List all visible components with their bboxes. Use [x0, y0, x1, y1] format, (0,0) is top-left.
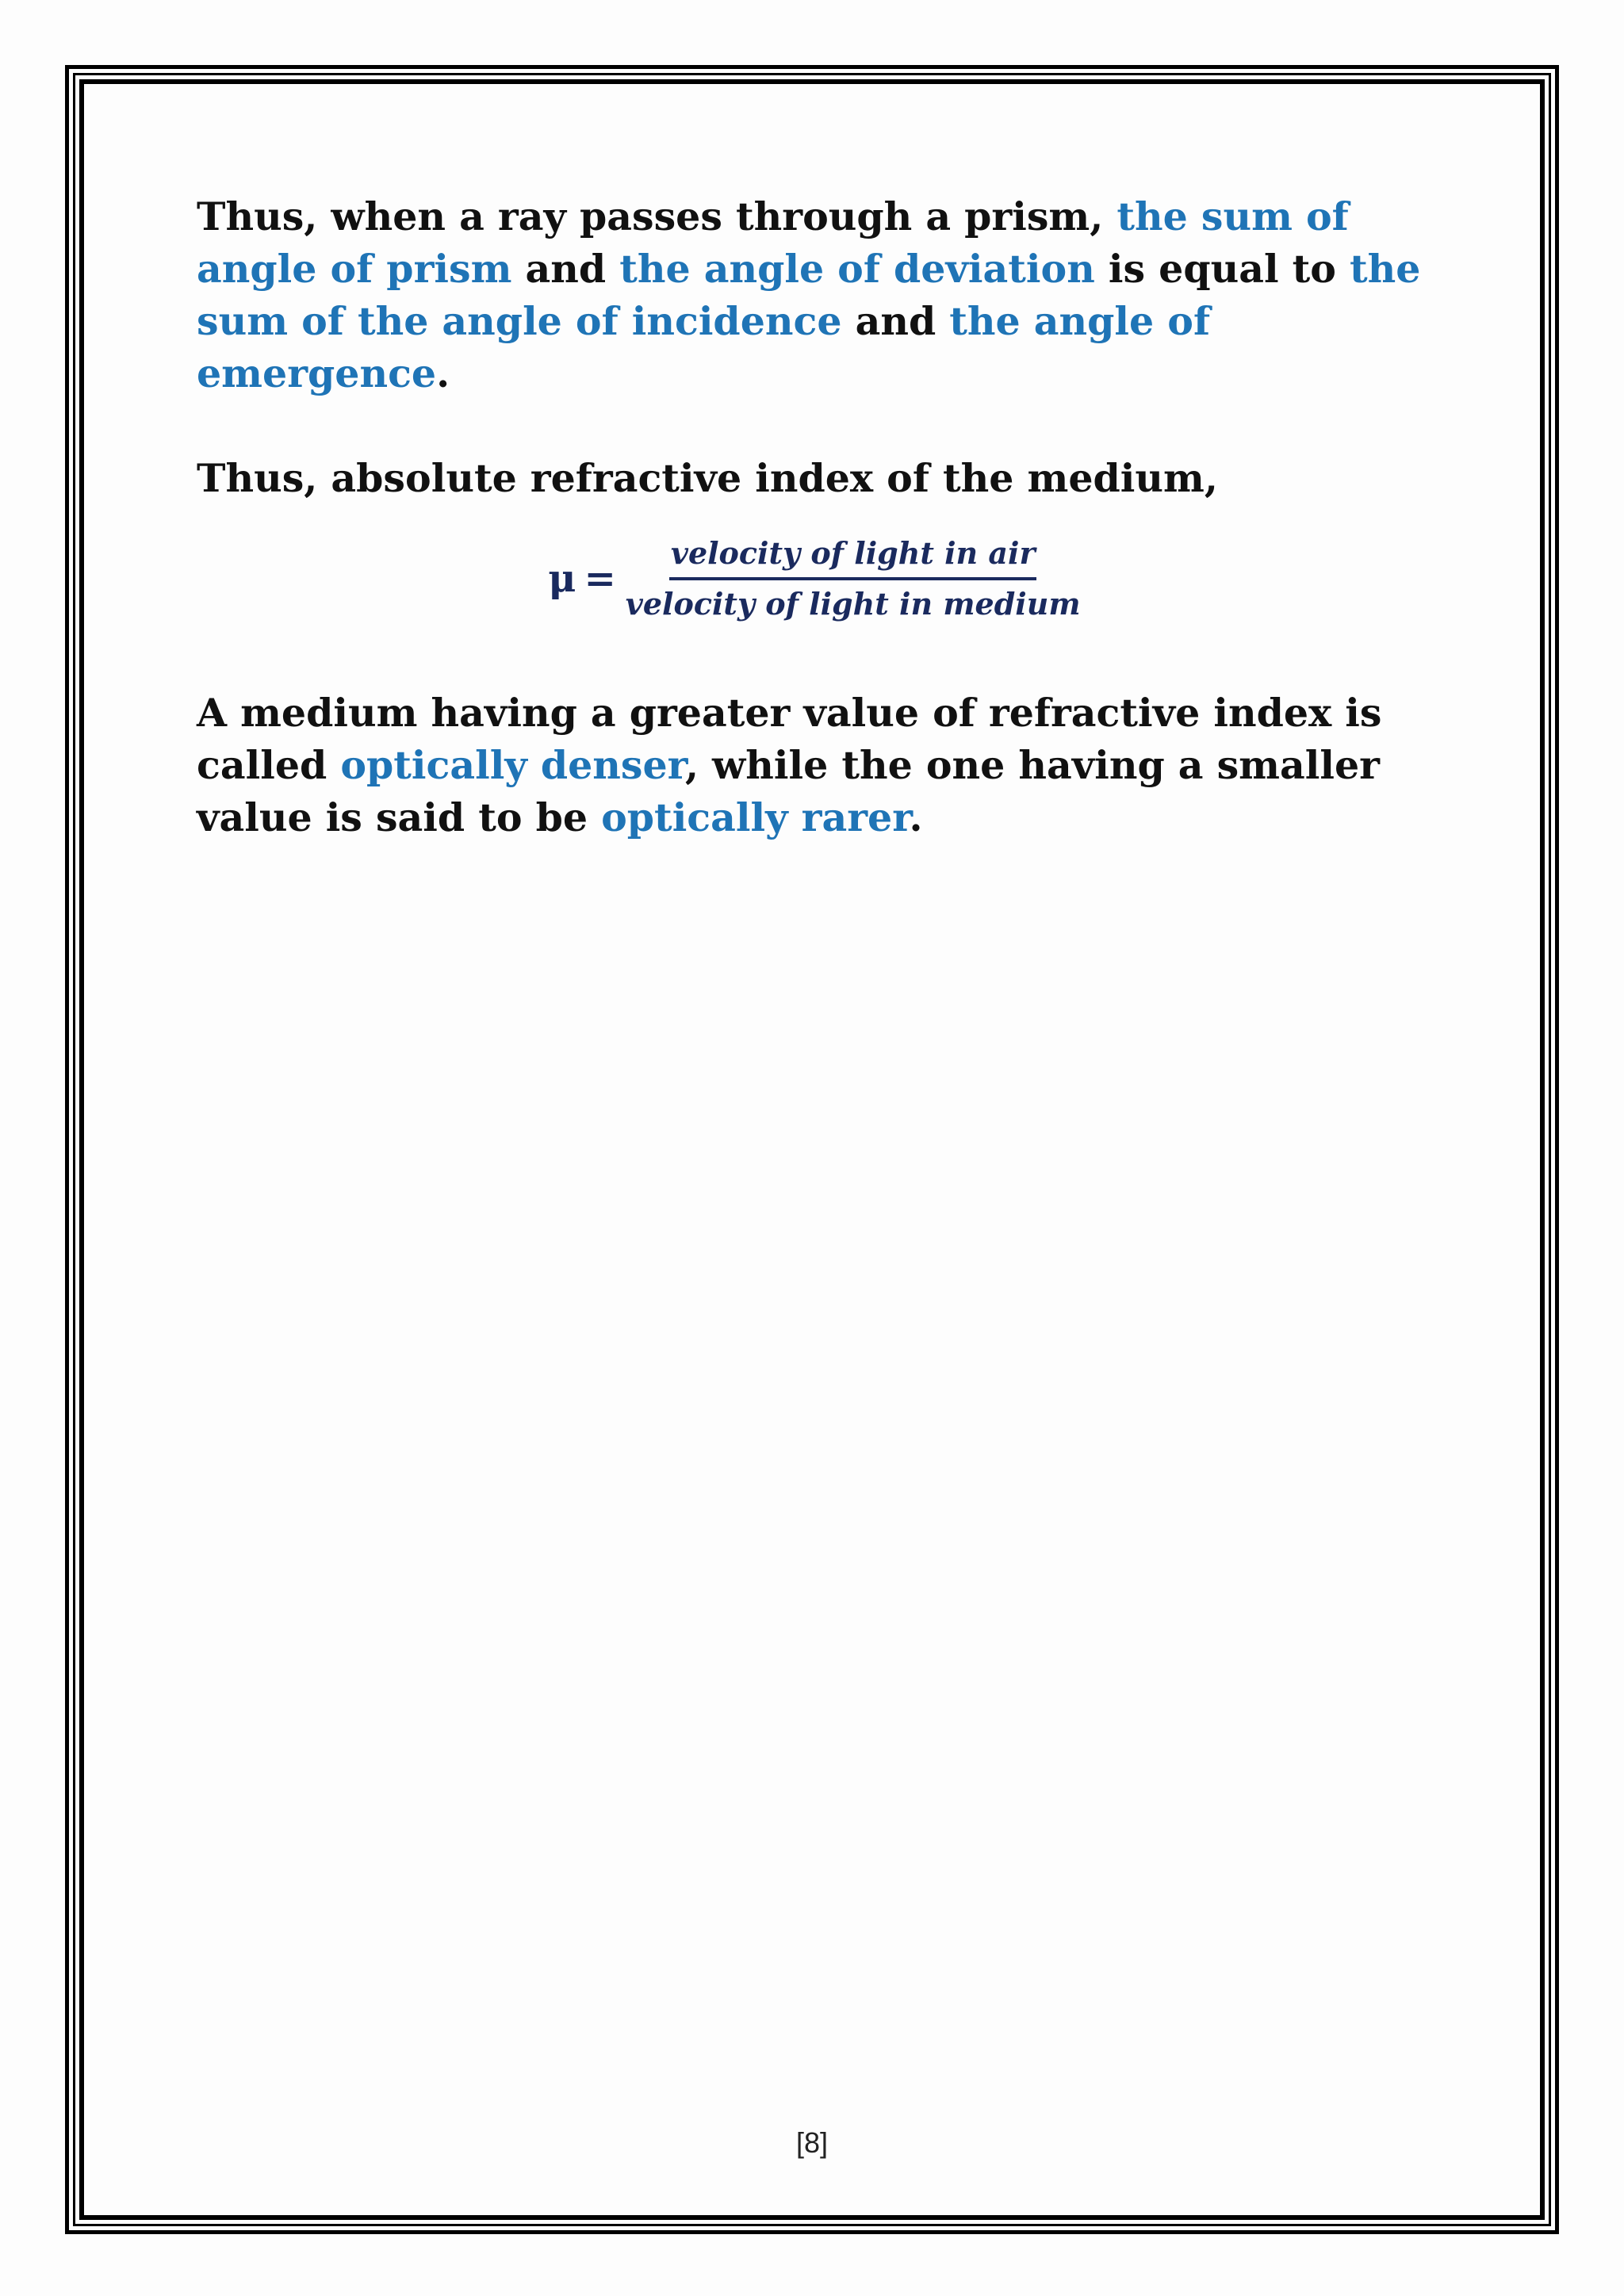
formula-denominator: velocity of light in medium	[625, 586, 1081, 622]
refractive-index-formula	[197, 533, 1434, 625]
text-segment: , while the one having a smaller value is said to be	[197, 742, 1380, 840]
highlight-sum-angle-incidence: the sum of the angle of incidence	[197, 246, 1421, 344]
highlight-angle-deviation: the angle of deviation	[619, 246, 1095, 292]
formula-symbol: μ	[548, 557, 576, 601]
highlight-angle-emergence: the angle of emergence	[197, 298, 1211, 396]
formula-fraction	[624, 533, 1082, 625]
text-segment: A medium having a greater value of refractive index is called	[197, 690, 1382, 788]
highlight-optically-rarer: optically rarer	[601, 794, 910, 840]
paragraph-refractive-index-intro: Thus, absolute refractive index of the medium,	[197, 455, 1218, 501]
paragraph-optical-density	[197, 687, 1434, 844]
text-segment: .	[436, 350, 450, 396]
text-segment: Thus, when a ray passes through a prism,	[197, 193, 1117, 239]
text-segment: and	[511, 246, 620, 292]
page-content	[197, 190, 1434, 844]
highlight-sum-angle-prism: the sum of angle of prism	[197, 193, 1349, 292]
paragraph-prism-deviation	[197, 190, 1434, 400]
highlight-optically-denser: optically denser	[340, 742, 685, 788]
text-segment: and	[841, 298, 950, 344]
formula-equals: =	[584, 557, 616, 601]
page-number: [8]	[795, 2126, 829, 2159]
text-segment: .	[909, 794, 923, 840]
formula-numerator: velocity of light in air	[669, 533, 1037, 580]
text-segment: is equal to	[1094, 246, 1350, 292]
